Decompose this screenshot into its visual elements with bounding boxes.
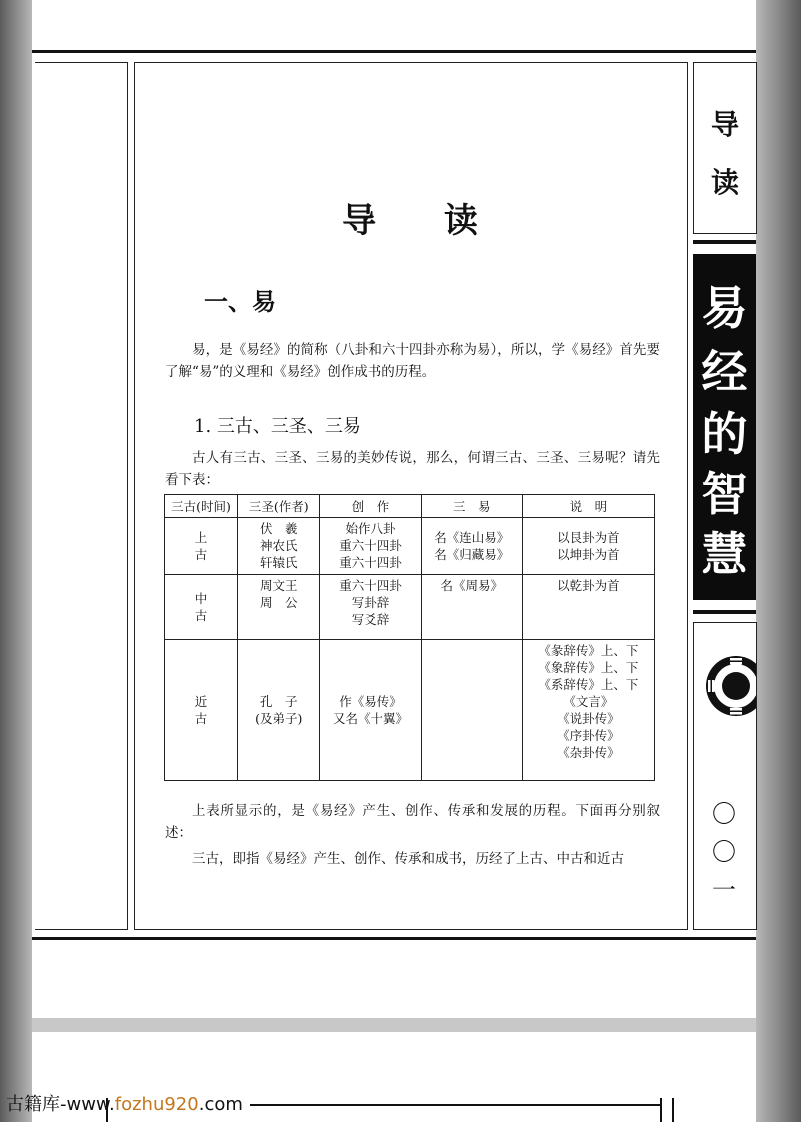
table-row <box>165 640 655 781</box>
side-divider <box>693 240 756 244</box>
era-cell: 中 古 <box>165 575 238 640</box>
lead-in-paragraph: 古人有三古、三圣、三易的美妙传说，那么，何谓三古、三圣、三易呢？请先看下表： <box>165 450 660 488</box>
table-header: 三圣(作者) <box>238 495 320 518</box>
yi-cell: 名《周易》 <box>421 575 522 640</box>
authors-cell: 周文王 周 公 <box>238 575 320 640</box>
chapter-tab <box>693 62 757 234</box>
subsection-heading: 1. 三古、三圣、三易 <box>194 416 361 437</box>
works-cell: 作《易传》 又名《十翼》 <box>320 640 421 781</box>
page-mark: 〇 <box>712 838 736 866</box>
notes-cell: 以艮卦为首 以坤卦为首 <box>522 518 654 575</box>
table-header: 说 明 <box>522 495 654 518</box>
next-page-edge <box>660 1098 662 1122</box>
next-page-edge <box>672 1098 674 1122</box>
side-divider <box>693 610 756 614</box>
table-header: 三 易 <box>421 495 522 518</box>
chapter-tab-char: 读 <box>710 166 739 199</box>
book-title-char: 易 <box>701 281 748 335</box>
book-title-banner <box>693 254 756 600</box>
watermark: 古籍库-www.fozhu920.com <box>6 1094 243 1115</box>
three-ancients-table <box>164 494 655 781</box>
authors-cell: 伏 羲 神农氏 轩辕氏 <box>238 518 320 575</box>
works-cell: 始作八卦 重六十四卦 重六十四卦 <box>320 518 421 575</box>
notes-cell: 以乾卦为首 <box>522 575 654 640</box>
top-rule <box>32 50 756 53</box>
page-mark: 一 <box>712 876 736 904</box>
era-cell: 上 古 <box>165 518 238 575</box>
next-page-rule <box>250 1104 660 1106</box>
authors-cell: 孔 子 (及弟子) <box>238 640 320 781</box>
yi-cell: 名《连山易》 名《归藏易》 <box>421 518 522 575</box>
page-mark: 〇 <box>712 800 736 828</box>
continuation-paragraph: 三古，即指《易经》产生、创作、传承和成书，历经了上古、中古和近古 <box>192 851 624 867</box>
notes-cell: 《彖辞传》上、下 《象辞传》上、下 《系辞传》上、下 《文言》 《说卦传》 《序卦传》 《杂卦传》 <box>522 640 654 781</box>
table-header: 创 作 <box>320 495 421 518</box>
after-table-paragraph: 上表所显示的，是《易经》产生、创作、传承和发展的历程。下面再分别叙述： <box>165 803 660 841</box>
right-scan-margin <box>756 0 801 1122</box>
section-heading: 一、易 <box>204 287 276 316</box>
bottom-rule <box>32 937 756 940</box>
table-header: 三古(时间) <box>165 495 238 518</box>
book-title-char: 经 <box>701 345 748 399</box>
page-separator <box>32 1018 756 1032</box>
page-title: 导 读 <box>342 200 506 241</box>
table-row <box>165 518 655 575</box>
yi-cell <box>421 640 522 781</box>
book-title-char: 慧 <box>701 527 748 581</box>
chapter-tab-char: 导 <box>710 108 739 141</box>
intro-paragraph: 易，是《易经》的简称（八卦和六十四卦亦称为易），所以，学《易经》首先要了解“易”的义理和《易经》创作成书的历程。 <box>165 342 660 380</box>
bagua-icon <box>700 648 756 724</box>
table-row <box>165 575 655 640</box>
book-title-char: 智 <box>701 467 748 521</box>
left-scan-margin <box>0 0 32 1122</box>
table-header-row <box>165 495 655 518</box>
book-title-char: 的 <box>701 407 748 461</box>
era-cell: 近 古 <box>165 640 238 781</box>
left-page-frame <box>35 62 128 930</box>
works-cell: 重六十四卦 写卦辞 写爻辞 <box>320 575 421 640</box>
